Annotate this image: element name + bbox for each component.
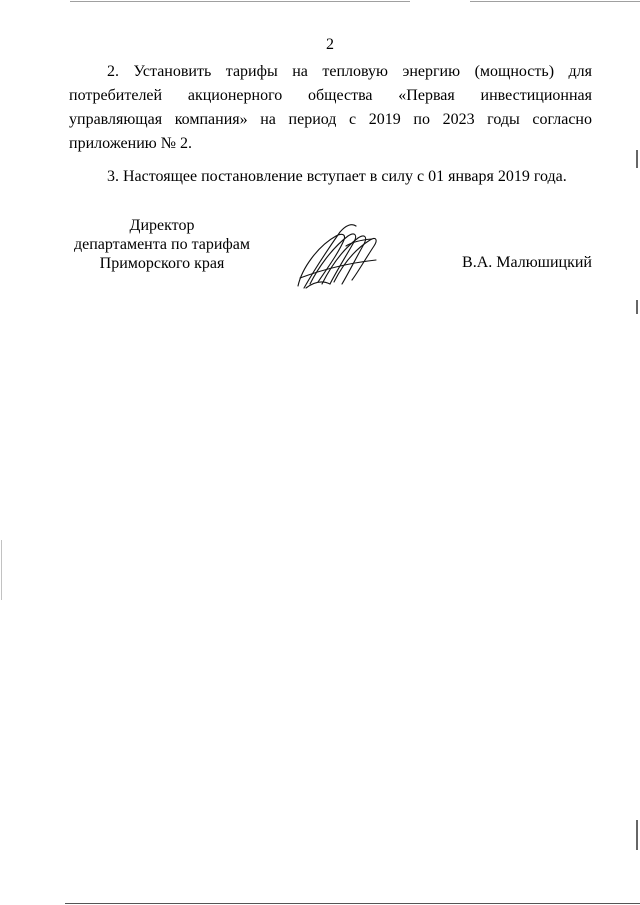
paragraph-2: 2. Установить тарифы на тепловую энергию (мощность) для потребителей акционерного общества «Первая инвестиционная управляющая компания» на период с 2019 по 2023 годы согласно приложению № 2. bbox=[69, 63, 592, 152]
scan-artifact-right bbox=[636, 820, 638, 850]
handwritten-signature bbox=[296, 222, 380, 290]
signatory-name: В.А. Малюшицкий bbox=[462, 254, 592, 271]
scan-artifact-right bbox=[636, 150, 638, 168]
page-number: 2 bbox=[326, 36, 334, 53]
scan-artifact-top bbox=[70, 1, 410, 2]
scan-artifact-top-right bbox=[470, 1, 640, 2]
signatory-position-line: Приморского края bbox=[99, 255, 225, 272]
signatory-position bbox=[67, 216, 257, 273]
signatory-position-line: Директор bbox=[129, 217, 195, 234]
scan-artifact-bottom bbox=[65, 903, 640, 904]
paragraph-3: 3. Настоящее постановление вступает в силу с 01 января 2019 года. bbox=[107, 168, 567, 185]
signatory-position-line: департамента по тарифам bbox=[73, 236, 251, 253]
scan-artifact-right bbox=[636, 300, 638, 314]
document-body bbox=[69, 60, 592, 189]
scan-artifact-left bbox=[1, 540, 2, 600]
